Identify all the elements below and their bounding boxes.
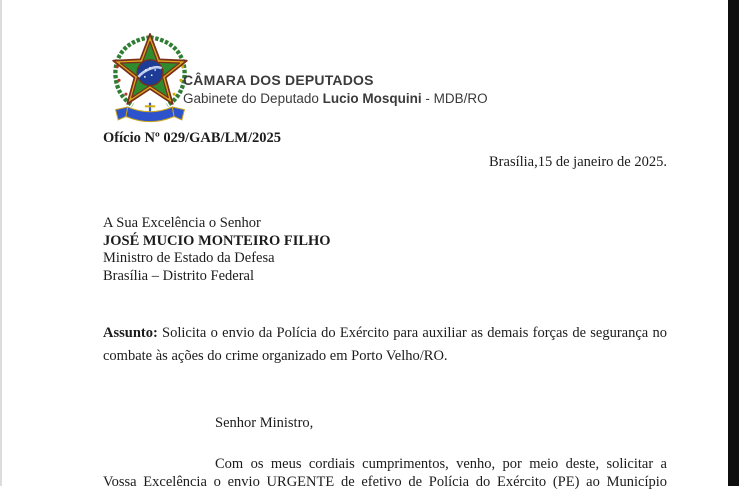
addressee-block: [103, 215, 667, 285]
subject-block: [103, 322, 667, 367]
subject-line-1: [103, 322, 667, 345]
letterhead: [183, 71, 603, 108]
subject-label: Assunto:: [103, 325, 158, 341]
addressee-location: Brasília – Distrito Federal: [103, 267, 255, 284]
document-reference: Ofício Nº 029/GAB/LM/2025: [103, 130, 281, 146]
subject-line-2: combate às ações do crime organizado em Porto Velho/RO.: [103, 347, 448, 364]
page-left-edge: [0, 0, 2, 486]
office-prefix: Gabinete do Deputado: [183, 90, 323, 106]
page-right-bar: [728, 0, 739, 486]
office-line: [183, 90, 603, 109]
greeting: Senhor Ministro,: [215, 415, 314, 431]
body-paragraph: [103, 456, 667, 492]
org-name: CÂMARA DOS DEPUTADOS: [183, 72, 374, 88]
deputy-name: Lucio Mosquini: [322, 90, 422, 106]
addressee-role: Ministro de Estado da Defesa: [103, 250, 275, 266]
body-line-2-partial: Vossa Excelência o envio URGENTE de efetivo de Polícia do Exército (PE) ao Município: [103, 473, 667, 490]
subject-text: Solicita o envio da Polícia do Exército para auxiliar as demais forças de segurança no: [157, 325, 667, 341]
addressee-name: JOSÉ MUCIO MONTEIRO FILHO: [103, 232, 331, 249]
addressee-salutation: A Sua Excelência o Senhor: [103, 215, 261, 231]
body-line-1: Com os meus cordiais cumprimentos, venho, por meio deste, solicitar a: [215, 456, 667, 472]
date-line: Brasília,15 de janeiro de 2025.: [489, 154, 667, 170]
brazil-coat-of-arms-icon: [107, 32, 193, 127]
office-suffix: - MDB/RO: [421, 90, 488, 106]
